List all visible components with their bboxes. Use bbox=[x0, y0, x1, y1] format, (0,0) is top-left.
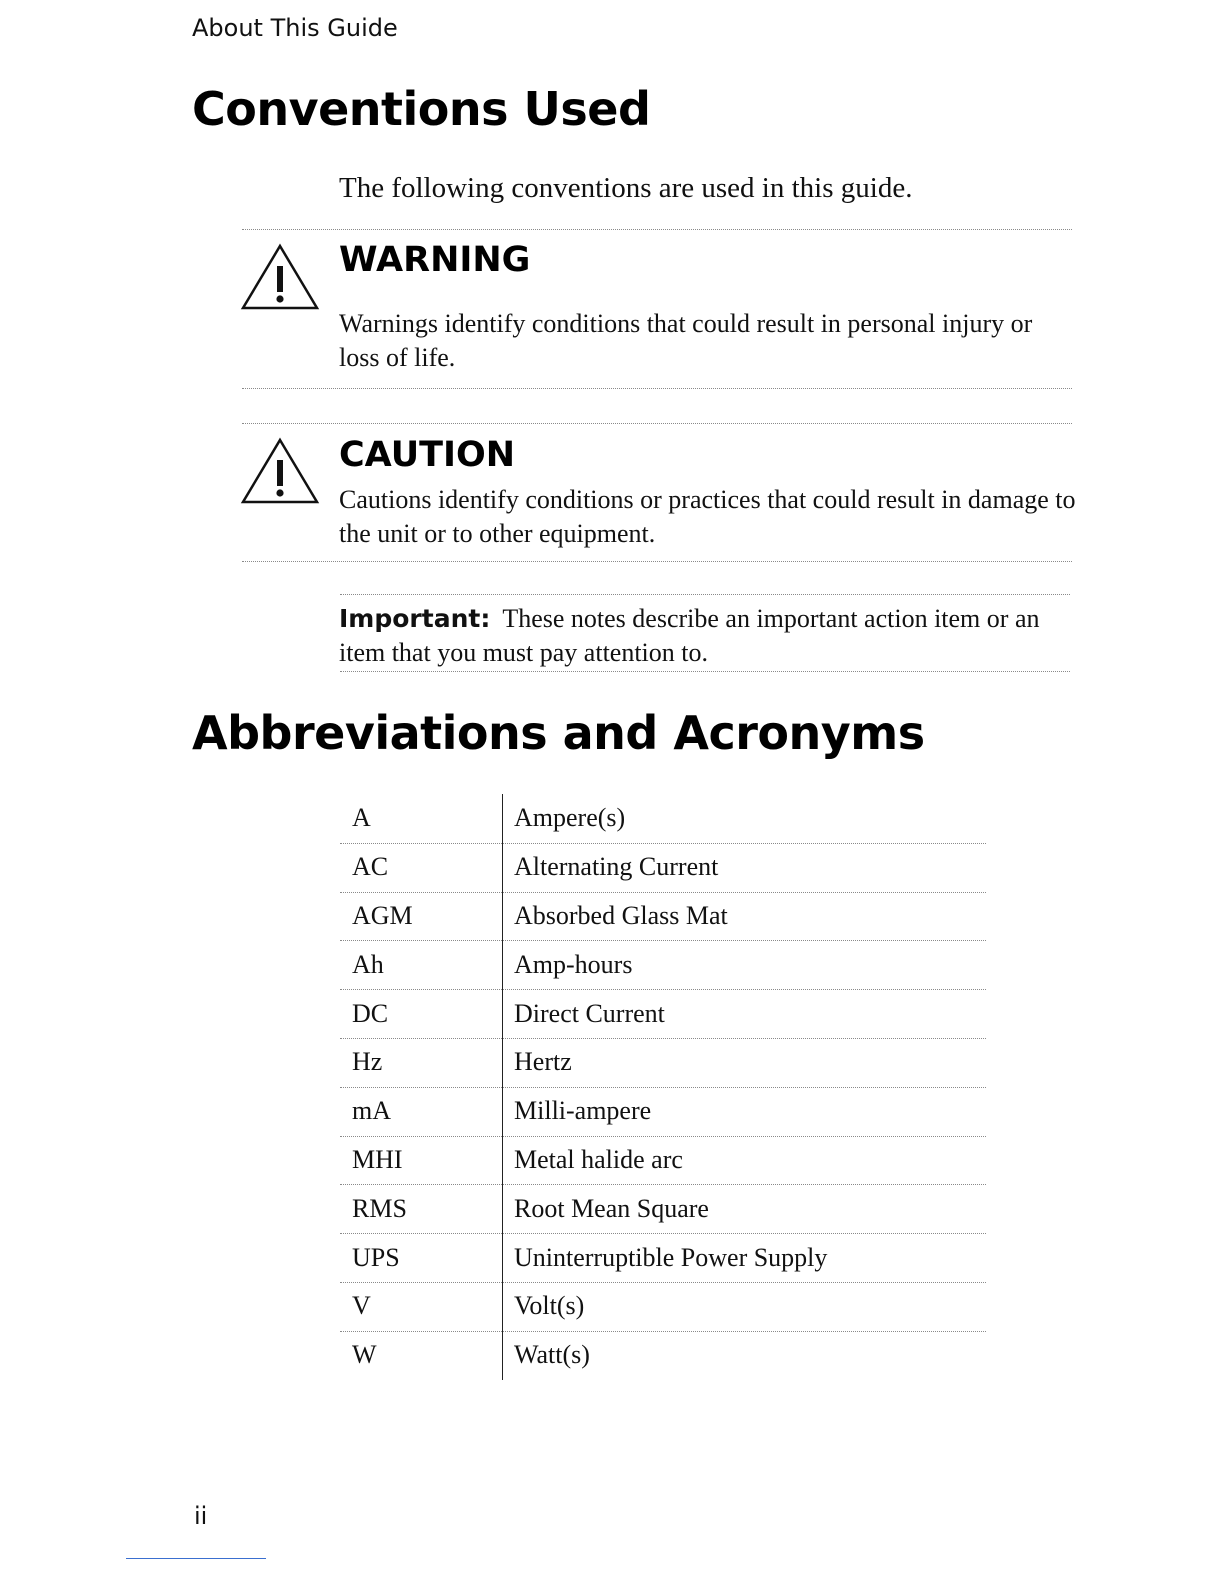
abbreviation-term: V bbox=[352, 1291, 371, 1321]
table-row bbox=[340, 940, 986, 989]
table-row bbox=[340, 794, 986, 843]
warning-triangle-icon bbox=[240, 242, 320, 312]
abbreviation-definition: Ampere(s) bbox=[514, 803, 626, 833]
abbreviation-definition: Uninterruptible Power Supply bbox=[514, 1242, 828, 1272]
abbreviation-definition: Metal halide arc bbox=[514, 1144, 683, 1174]
important-label: Important: bbox=[339, 604, 491, 633]
abbreviation-term: W bbox=[352, 1340, 377, 1370]
table-row bbox=[340, 1136, 986, 1185]
abbreviation-term: AGM bbox=[352, 900, 413, 930]
caution-body: Cautions identify conditions or practices that could result in damage to the unit or to other equipment. bbox=[339, 485, 1076, 548]
abbreviation-definition: Direct Current bbox=[514, 998, 665, 1028]
table-row bbox=[340, 989, 986, 1038]
abbreviation-definition: Alternating Current bbox=[514, 852, 719, 882]
important-body: These notes describe an important action item or an item that you must pay attention to. bbox=[339, 604, 1040, 667]
conventions-title: Conventions Used bbox=[192, 82, 651, 136]
caution-bottom-rule bbox=[242, 561, 1072, 562]
conventions-intro: The following conventions are used in this guide. bbox=[339, 172, 913, 204]
caution-triangle-icon bbox=[240, 436, 320, 506]
table-row bbox=[340, 1233, 986, 1282]
abbreviation-definition: Watt(s) bbox=[514, 1340, 590, 1370]
important-bottom-rule bbox=[340, 671, 1070, 672]
important-top-rule bbox=[340, 594, 1070, 595]
abbreviation-definition: Absorbed Glass Mat bbox=[514, 900, 728, 930]
table-row bbox=[340, 1184, 986, 1233]
table-row bbox=[340, 1331, 986, 1380]
table-row bbox=[340, 843, 986, 892]
warning-body: Warnings identify conditions that could result in personal injury or loss of life. bbox=[339, 309, 1033, 372]
table-row bbox=[340, 1282, 986, 1331]
abbreviation-term: Ah bbox=[352, 949, 384, 979]
warning-heading: WARNING bbox=[339, 240, 531, 280]
warning-top-rule bbox=[242, 229, 1072, 230]
abbreviation-term: Hz bbox=[352, 1047, 383, 1077]
important-note bbox=[339, 602, 1069, 670]
page-number: ii bbox=[194, 1502, 208, 1530]
abbreviations-table bbox=[340, 794, 986, 1380]
abbreviation-term: MHI bbox=[352, 1144, 403, 1174]
abbreviation-definition: Volt(s) bbox=[514, 1291, 585, 1321]
table-row bbox=[340, 1087, 986, 1136]
abbreviation-term: RMS bbox=[352, 1193, 407, 1223]
abbreviation-definition: Root Mean Square bbox=[514, 1193, 709, 1223]
abbreviation-definition: Amp-hours bbox=[514, 949, 633, 979]
warning-bottom-rule bbox=[242, 388, 1072, 389]
abbreviation-definition: Hertz bbox=[514, 1047, 572, 1077]
caution-top-rule bbox=[242, 423, 1072, 424]
abbreviation-term: AC bbox=[352, 852, 389, 882]
caution-heading: CAUTION bbox=[339, 435, 516, 475]
running-header: About This Guide bbox=[192, 14, 398, 42]
abbreviation-definition: Milli-ampere bbox=[514, 1096, 652, 1126]
abbreviation-term: DC bbox=[352, 998, 389, 1028]
abbreviations-title: Abbreviations and Acronyms bbox=[192, 706, 925, 760]
abbreviation-term: mA bbox=[352, 1096, 391, 1126]
abbreviation-term: A bbox=[352, 803, 371, 833]
table-row bbox=[340, 1038, 986, 1087]
scan-artifact-line bbox=[126, 1558, 266, 1559]
abbreviation-term: UPS bbox=[352, 1242, 400, 1272]
table-row bbox=[340, 892, 986, 941]
